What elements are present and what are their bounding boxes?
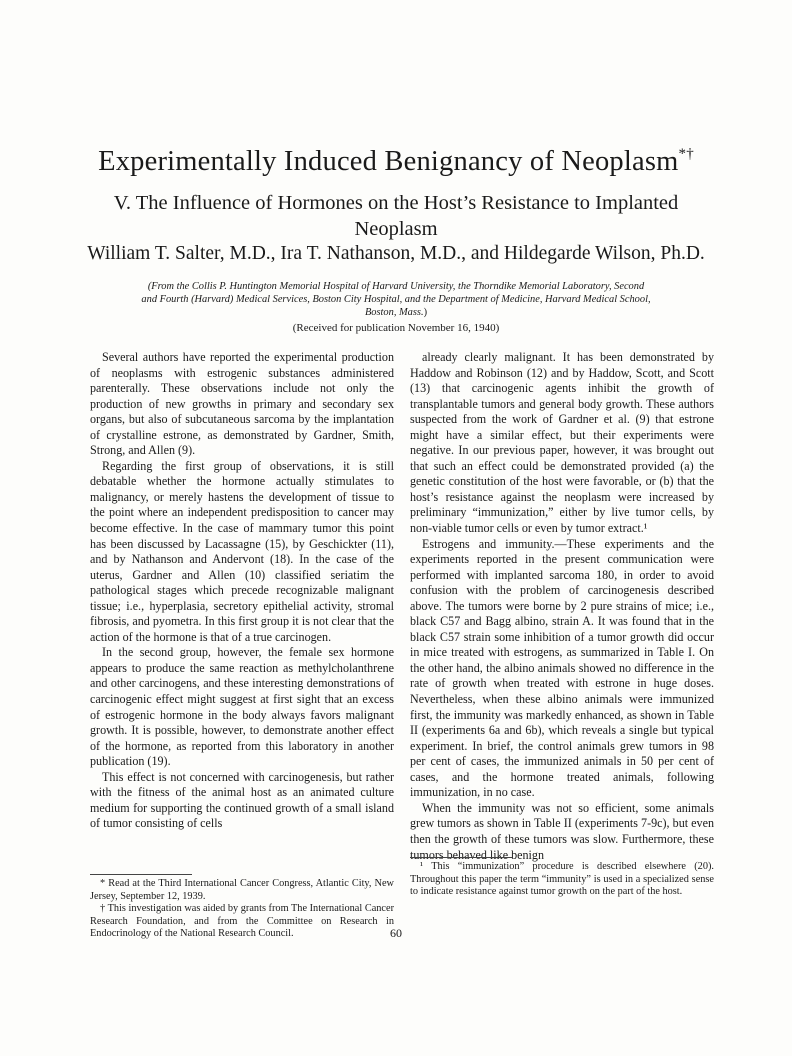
footnote: † This investigation was aided by grants from The International Cancer Research Foundation, and from the Committee on Research in Endocrinology of the National Research Council. [90,903,394,940]
article-title: Experimentally Induced Benignancy of Neoplasm*† [98,146,694,177]
paragraph: When the immunity was not so efficient, some animals grew tumors as shown in Table II (experiments 7-9c), but even then the growth of these tumors was slow. Furthermore, these tumors behaved like benign [410,800,714,862]
title-footnote-marks: *† [678,146,694,162]
paragraph: Several authors have reported the experimental production of neoplasms with estrogenic substances administered parenterally. These observations include not only the production of new growths in primary and secondary sex organs, but also of subcutaneous sarcoma by the implantation of crystalline estrone, as demonstrated by Gardner, Smith, Strong, and Allen (9). [90,350,394,458]
affiliation: (From the Collis P. Huntington Memorial Hospital of Harvard University, the Thorndike Memorial Laboratory, Second and Fourth (Harvard) Medical Services, Boston City Hospital, and the Department of Medicine, Harvard Medical School, Boston, Mass.) [141,281,651,318]
footnote-divider [410,857,512,858]
paragraph: This effect is not concerned with carcinogenesis, but rather with the fitness of the animal host as an animated culture medium for supporting the continued growth of a small island of tumor consisting of cells [90,769,394,831]
body-column-right [410,350,714,863]
paragraph: In the second group, however, the female sex hormone appears to produce the same reaction as methylcholanthrene and other carcinogens, and these interesting demonstrations of carcinogenic effect might suggest at first sight that an excess of estrogenic hormone in the body always favors malignant growth. It is possible, however, to demonstrate another effect of the hormone, as reported from this laboratory in another publication (19). [90,645,394,769]
footnote: ¹ This “immunization” procedure is described elsewhere (20). Throughout this paper the term “immunity” is used in a specialized sense to indicate resistance against tumor growth on the part of the host. [410,861,714,898]
page-number: 60 [390,926,402,940]
footnote-divider [90,874,192,875]
paragraph: Regarding the first group of observations, it is still debatable whether the hormone actually stimulates to malignancy, or merely hastens the development of tissue to the point where an independent predisposition to cancer may become effective. In the case of mammary tumor this point has been discussed by Lacassagne (15), by Geschickter (11), and by Nathanson and Andervont (18). In the case of the uterus, Gardner and Allen (10) classified seriatim the pathological stages which precede recognizable malignant tissue; i.e., hyperplasia, secretory epithelial activity, stromal fibrosis, and pyometra. In this first group it is not clear that the action of the hormone is that of a true carcinogen. [90,458,394,644]
paragraph: already clearly malignant. It has been demonstrated by Haddow and Robinson (12) and by Haddow, Scott, and Scott (13) that carcinogenic agents inhibit the growth of transplantable tumors and general body growth. These authors suspected from the work of Gardner et al. (9) that estrone might have a similar effect, but their experiments were negative. In our previous paper, however, it was brought out that such an effect could be demonstrated provided (a) the genetic constitution of the host were favorable, or (b) that the host’s resistance against the neoplasm were increased by preliminary “immunization,” either by live tumor cells, by non-viable tumor cells or even by tumor extract.¹ [410,350,714,536]
body-column-left [90,350,394,832]
footnotes-left [90,878,394,941]
paragraph: Estrogens and immunity.—These experiments and the experiments reported in the present communication were performed with implanted sarcoma 180, in order to avoid confusion with the problem of carcinogenesis described above. The tumors were borne by 2 pure strains of mice; i.e., black C57 and Bagg albino, strain A. It was found that in the black C57 strain some inhibition of a tumor growth did occur in mice treated with estrogens, as summarized in Table I. On the other hand, the albino animals showed no difference in the rate of growth when treated with estrone in huge doses. Nevertheless, when these albino animals were immunized first, the immunity was markedly enhanced, as shown in Table II (experiments 6a and 6b), which reveals a single but typical experiment. In brief, the control animals grew tumors in 98 per cent of cases, the immunized animals in 50 per cent of cases, and the hormone treated animals, following immunization, in no case. [410,536,714,800]
author-line: William T. Salter, M.D., Ira T. Nathanson, M.D., and Hildegarde Wilson, Ph.D. [87,243,705,264]
article-subtitle: V. The Influence of Hormones on the Host’s Resistance to Implanted Neoplasm [113,192,679,240]
received-date: (Received for publication November 16, 1940) [292,322,500,334]
footnote: * Read at the Third International Cancer Congress, Atlantic City, New Jersey, September 12, 1939. [90,878,394,902]
footnotes-right [410,861,714,899]
